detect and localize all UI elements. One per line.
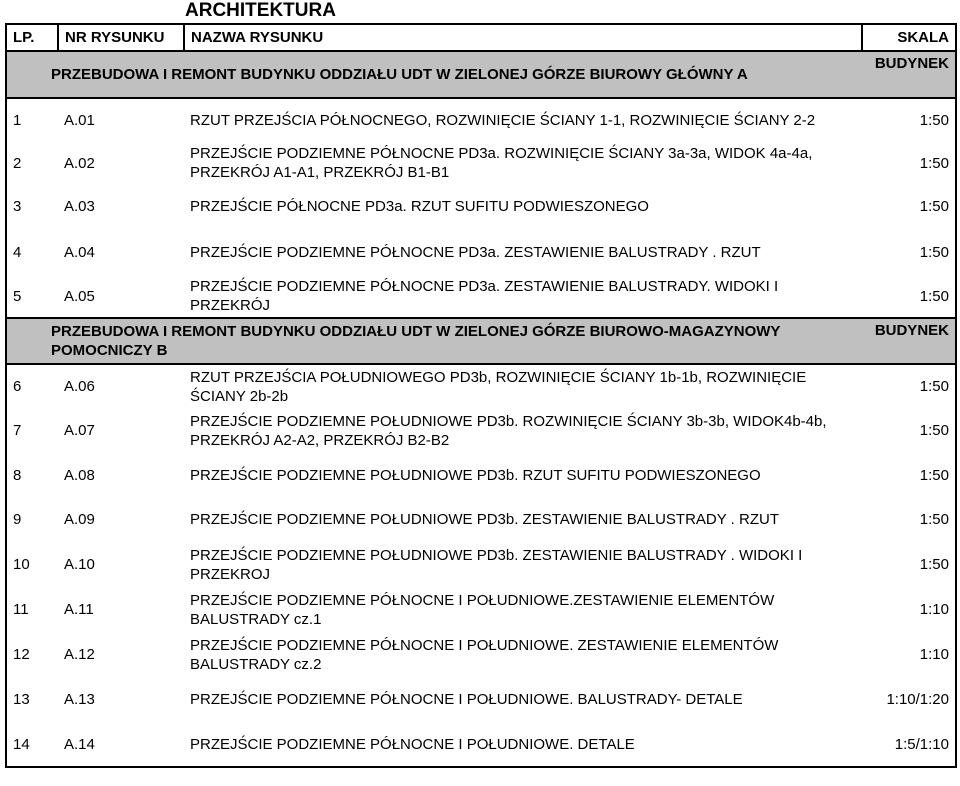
table-row	[6, 364, 956, 408]
drawings-table	[5, 23, 957, 768]
table-header-row	[6, 24, 956, 51]
row-drawing-number: A.12	[64, 646, 95, 663]
row-drawing-number: A.07	[64, 422, 95, 439]
table-row	[6, 542, 956, 587]
table-row	[6, 408, 956, 453]
row-lp: 11	[6, 587, 58, 632]
header-scale: SKALA	[862, 24, 956, 51]
table-row	[6, 275, 956, 318]
row-drawing-number: A.04	[64, 243, 95, 261]
row-drawing-name: PRZEJŚCIE PODZIEMNE POŁUDNIOWE PD3b. RZUT SUFITU PODWIESZONEGO	[190, 466, 761, 484]
row-lp: 8	[6, 453, 58, 497]
row-scale: 1:10/1:20	[862, 677, 956, 722]
row-scale: 1:50	[862, 542, 956, 587]
row-lp: 14	[6, 722, 58, 767]
row-drawing-number: A.03	[64, 198, 95, 215]
row-drawing-name: PRZEJŚCIE PODZIEMNE PÓŁNOCNE I POŁUDNIOWE. ZESTAWIENIE ELEMENTÓW BALUSTRADY cz.2	[190, 636, 779, 673]
table-row	[6, 98, 956, 142]
row-scale: 1:50	[862, 364, 956, 408]
section-building-label: BUDYNEK	[862, 318, 956, 364]
header-name: NAZWA RYSUNKU	[184, 24, 862, 51]
row-scale: 1:50	[862, 275, 956, 318]
row-drawing-name: PRZEJŚCIE PODZIEMNE PÓŁNOCNE PD3a. ZESTAWIENIE BALUSTRADY. WIDOKI I PRZEKRÓJ	[190, 278, 779, 314]
row-drawing-number: A.02	[64, 154, 95, 172]
row-scale: 1:50	[862, 184, 956, 229]
row-drawing-number: A.06	[64, 378, 95, 395]
row-lp: 5	[6, 275, 58, 318]
table-body	[6, 51, 956, 767]
row-drawing-number: A.05	[64, 287, 95, 305]
row-lp: 13	[6, 677, 58, 722]
row-drawing-name: PRZEJŚCIE PODZIEMNE PÓŁNOCNE I POŁUDNIOWE.ZESTAWIENIE ELEMENTÓW BALUSTRADY cz.1	[190, 591, 775, 628]
table-row	[6, 632, 956, 677]
row-drawing-name: RZUT PRZEJŚCIA PÓŁNOCNEGO, ROZWINIĘCIE ŚCIANY 1-1, ROZWINIĘCIE ŚCIANY 2-2	[190, 112, 816, 129]
row-drawing-name: PRZEJŚCIE PODZIEMNE POŁUDNIOWE PD3b. ZESTAWIENIE BALUSTRADY . WIDOKI I PRZEKROJ	[190, 546, 803, 583]
row-scale: 1:50	[862, 98, 956, 142]
section-header-row	[6, 318, 956, 364]
table-row	[6, 677, 956, 722]
row-drawing-name: RZUT PRZEJŚCIA POŁUDNIOWEGO PD3b, ROZWINIĘCIE ŚCIANY 1b-1b, ROZWINIĘCIE ŚCIANY 2b-2b	[190, 368, 807, 405]
section-building-label: BUDYNEK	[862, 51, 956, 98]
row-drawing-name: PRZEJŚCIE PODZIEMNE PÓŁNOCNE PD3a. ROZWINIĘCIE ŚCIANY 3a-3a, WIDOK 4a-4a, PRZEKRÓJ A1-A1, PRZEKRÓJ B1-B1	[190, 145, 813, 181]
row-scale: 1:50	[862, 497, 956, 542]
section-name: PRZEBUDOWA I REMONT BUDYNKU ODDZIAŁU UDT W ZIELONEJ GÓRZE BIUROWO-MAGAZYNOWY POMOCNICZY B	[6, 318, 862, 364]
row-drawing-name: PRZEJŚCIE PODZIEMNE POŁUDNIOWE PD3b. ROZWINIĘCIE ŚCIANY 3b-3b, WIDOK4b-4b, PRZEKRÓJ A2-A2, PRZEKRÓJ B2-B2	[190, 412, 827, 449]
row-scale: 1:50	[862, 408, 956, 453]
row-scale: 1:10	[862, 632, 956, 677]
row-drawing-number: A.09	[64, 511, 95, 528]
row-drawing-name: PRZEJŚCIE PODZIEMNE PÓŁNOCNE I POŁUDNIOWE. DETALE	[184, 722, 862, 767]
row-scale: 1:50	[862, 453, 956, 497]
row-drawing-name: PRZEJŚCIE PODZIEMNE PÓŁNOCNE PD3a. ZESTAWIENIE BALUSTRADY . RZUT	[190, 243, 761, 261]
table-row	[6, 142, 956, 184]
row-drawing-number: A.13	[64, 691, 95, 708]
row-drawing-number: A.14	[58, 722, 184, 767]
table-row	[6, 453, 956, 497]
row-drawing-name: PRZEJŚCIE PÓŁNOCNE PD3a. RZUT SUFITU PODWIESZONEGO	[190, 198, 649, 215]
row-drawing-name: PRZEJŚCIE PODZIEMNE PÓŁNOCNE I POŁUDNIOWE. BALUSTRADY- DETALE	[190, 691, 743, 708]
header-nr: NR RYSUNKU	[58, 24, 184, 51]
row-lp: 7	[6, 408, 58, 453]
table-row	[6, 184, 956, 229]
row-lp: 3	[6, 184, 58, 229]
table-row	[6, 229, 956, 275]
table-row	[6, 497, 956, 542]
row-lp: 9	[6, 497, 58, 542]
row-drawing-number: A.10	[64, 556, 95, 573]
section-header-row	[6, 51, 956, 98]
row-drawing-number: A.11	[64, 601, 94, 618]
row-scale: 1:10	[862, 587, 956, 632]
section-name: PRZEBUDOWA I REMONT BUDYNKU ODDZIAŁU UDT W ZIELONEJ GÓRZE BIUROWY GŁÓWNY A	[6, 51, 862, 98]
table-row	[6, 722, 956, 767]
row-drawing-name: PRZEJŚCIE PODZIEMNE POŁUDNIOWE PD3b. ZESTAWIENIE BALUSTRADY . RZUT	[190, 511, 779, 528]
table-row	[6, 587, 956, 632]
row-lp: 4	[6, 229, 58, 275]
row-lp: 2	[6, 142, 58, 184]
row-drawing-number: A.01	[64, 112, 95, 129]
row-lp: 12	[6, 632, 58, 677]
row-drawing-number: A.08	[64, 466, 95, 484]
row-scale: 1:50	[862, 229, 956, 275]
row-scale: 1:5/1:10	[862, 722, 956, 767]
header-lp: LP.	[6, 24, 58, 51]
row-scale: 1:50	[862, 142, 956, 184]
section-title: ARCHITEKTURA	[185, 0, 336, 21]
row-lp: 6	[6, 364, 58, 408]
row-lp: 1	[6, 98, 58, 142]
row-lp: 10	[6, 542, 58, 587]
